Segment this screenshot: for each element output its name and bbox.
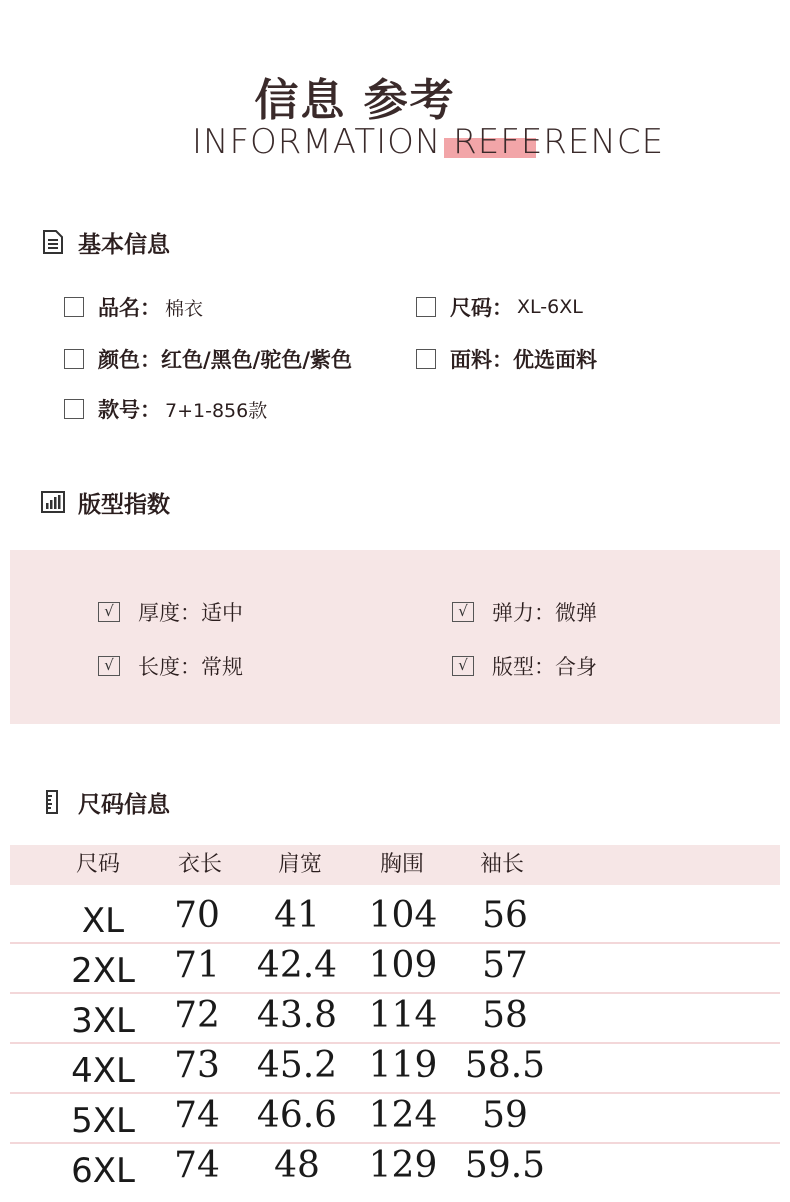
item-value: 红色/黑色/驼色/紫色 — [161, 348, 353, 372]
document-icon — [40, 229, 66, 255]
measure-cell: 41 — [274, 895, 320, 936]
measure-cell: 57 — [482, 945, 528, 986]
measure-cell: 45.2 — [256, 1045, 338, 1086]
basic-item-color — [64, 344, 352, 374]
measure-cell: 73 — [174, 1045, 220, 1086]
item-value: 常规 — [201, 655, 243, 679]
item-value: 棉衣 — [165, 297, 204, 320]
measure-cell: 104 — [368, 895, 438, 936]
measure-cell: 114 — [368, 995, 438, 1036]
item-value: 合身 — [555, 655, 597, 679]
size-cell: 4XL — [71, 1051, 135, 1091]
section-title: 尺码信息 — [78, 791, 170, 818]
measure-cell: 42.4 — [256, 945, 338, 986]
fit-item-length — [98, 651, 243, 681]
basic-item-fabric — [416, 344, 597, 374]
row-divider — [10, 1142, 780, 1144]
fit-index-heading — [40, 486, 170, 518]
measure-cell: 129 — [368, 1145, 438, 1186]
checkbox-icon — [416, 297, 436, 317]
ruler-icon — [40, 789, 66, 815]
section-title: 版型指数 — [78, 491, 170, 518]
row-divider — [10, 1092, 780, 1094]
bar-chart-icon — [40, 489, 66, 515]
measure-cell: 56 — [482, 895, 528, 936]
fit-item-cut — [452, 651, 597, 681]
checked-box-icon: √ — [452, 656, 474, 676]
column-header: 胸围 — [379, 852, 424, 877]
size-cell: 3XL — [71, 1001, 135, 1041]
measure-cell: 59 — [482, 1095, 528, 1136]
checked-box-icon: √ — [98, 656, 120, 676]
row-divider — [10, 1042, 780, 1044]
measure-cell: 74 — [174, 1095, 220, 1136]
item-label: 款号： — [98, 398, 161, 422]
checkbox-icon — [64, 297, 84, 317]
measure-cell: 124 — [368, 1095, 438, 1136]
column-header: 袖长 — [479, 852, 524, 877]
row-divider — [10, 992, 780, 994]
row-divider — [10, 942, 780, 944]
checked-box-icon: √ — [452, 602, 474, 622]
item-value: 优选面料 — [513, 348, 597, 372]
column-header: 肩宽 — [277, 852, 322, 877]
fit-item-elasticity — [452, 597, 597, 627]
size-table-header — [10, 845, 780, 885]
item-value: 7+1-856款 — [165, 399, 268, 422]
measure-cell: 72 — [174, 995, 220, 1036]
measure-cell: 59.5 — [464, 1145, 546, 1186]
size-cell: 5XL — [71, 1101, 135, 1141]
item-label: 品名： — [98, 296, 161, 320]
item-label: 面料： — [450, 348, 513, 372]
item-label: 弹力： — [492, 601, 555, 625]
section-title: 基本信息 — [78, 231, 170, 258]
checkbox-icon — [64, 349, 84, 369]
measure-cell: 58 — [482, 995, 528, 1036]
item-label: 长度： — [138, 655, 201, 679]
page-subtitle-block — [192, 122, 665, 168]
basic-item-size — [416, 292, 583, 322]
item-value: 微弹 — [555, 601, 597, 625]
measure-cell: 58.5 — [464, 1045, 546, 1086]
checkbox-icon — [416, 349, 436, 369]
item-label: 尺码： — [450, 296, 513, 320]
size-info-heading — [40, 786, 170, 818]
page-title: 信息 参考 — [254, 75, 456, 126]
measure-cell: 70 — [174, 895, 220, 936]
checkbox-icon — [64, 399, 84, 419]
item-label: 版型： — [492, 655, 555, 679]
measure-cell: 119 — [368, 1045, 438, 1086]
size-cell: XL — [81, 901, 125, 941]
measure-cell: 43.8 — [256, 995, 338, 1036]
fit-index-panel — [10, 550, 780, 724]
measure-cell: 48 — [274, 1145, 320, 1186]
basic-item-style-no — [64, 394, 267, 424]
checked-box-icon: √ — [98, 602, 120, 622]
fit-item-thickness — [98, 597, 243, 627]
basic-info-heading — [40, 226, 170, 258]
measure-cell: 46.6 — [256, 1095, 338, 1136]
measure-cell: 71 — [174, 945, 220, 986]
measure-cell: 109 — [368, 945, 438, 986]
item-value: XL-6XL — [517, 296, 583, 318]
column-header: 尺码 — [75, 852, 120, 877]
item-label: 颜色： — [98, 348, 161, 372]
basic-item-name — [64, 292, 203, 322]
size-cell: 2XL — [71, 951, 135, 991]
item-value: 适中 — [201, 601, 243, 625]
column-header: 衣长 — [177, 852, 222, 877]
item-label: 厚度： — [138, 601, 201, 625]
size-cell: 6XL — [71, 1151, 135, 1191]
measure-cell: 74 — [174, 1145, 220, 1186]
page-subtitle: INFORMATION REFERENCE — [192, 122, 665, 162]
